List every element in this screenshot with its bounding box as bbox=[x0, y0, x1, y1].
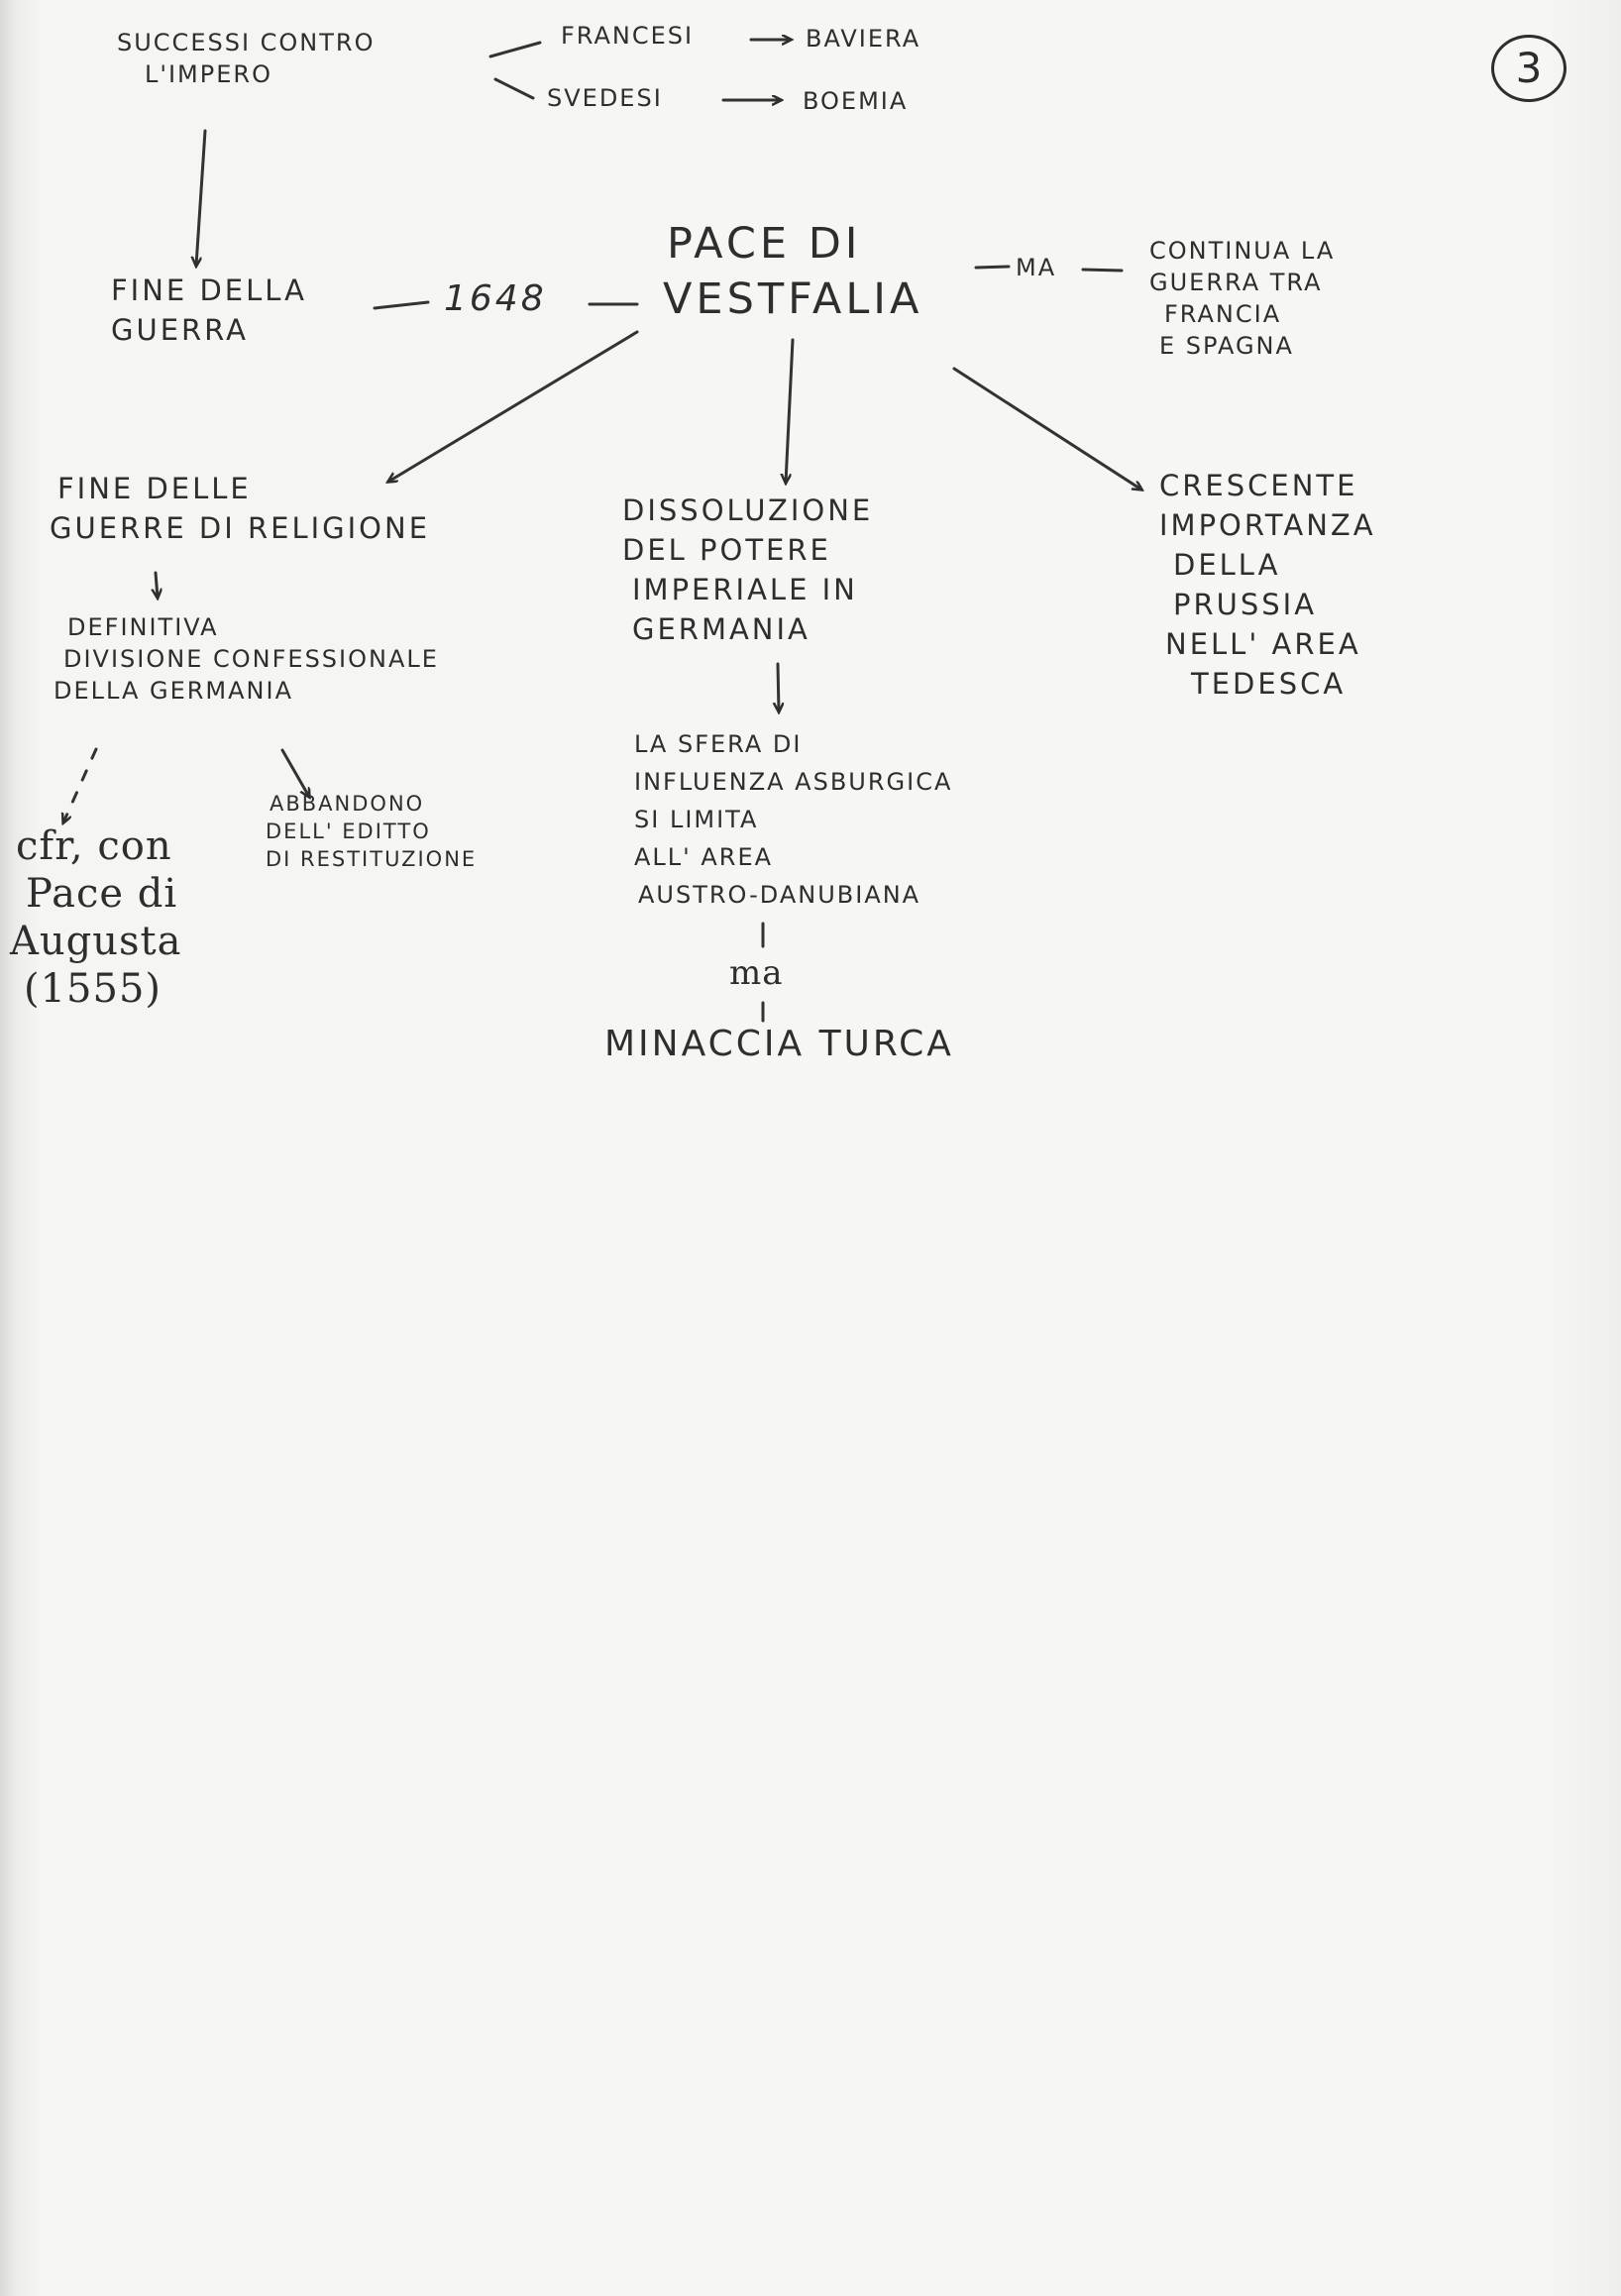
arrow-dissoluzione-sfera bbox=[778, 664, 779, 711]
node-line: GUERRA bbox=[111, 313, 249, 347]
node-pace-di-vestfalia bbox=[663, 216, 922, 327]
node-line: NELL' AREA bbox=[1165, 627, 1361, 661]
node-dissoluzione-potere bbox=[622, 491, 873, 649]
node-cfr-pace-augusta bbox=[10, 822, 181, 1013]
node-baviera: BAVIERA bbox=[806, 25, 921, 53]
node-line: AUSTRO-DANUBIANA bbox=[638, 881, 921, 909]
arrow-pace-crescente bbox=[954, 369, 1141, 490]
node-successi-contro-impero bbox=[117, 27, 375, 90]
node-year-1648: 1648 bbox=[444, 278, 547, 319]
node-line: DIVISIONE CONFESSIONALE bbox=[63, 645, 439, 673]
arrow-successi-fine-guerra bbox=[196, 131, 205, 266]
node-line: SI LIMITA bbox=[634, 806, 759, 833]
node-sfera-influenza bbox=[634, 725, 952, 914]
node-line: DELLA bbox=[1173, 548, 1281, 582]
node-francesi: FRANCESI bbox=[561, 22, 695, 50]
arrow-pace-fine-guerre bbox=[388, 332, 637, 482]
node-line: ALL' AREA bbox=[634, 843, 774, 871]
arrow-fine-guerre-definitiva bbox=[156, 573, 158, 598]
node-line: FRANCIA bbox=[1164, 300, 1282, 328]
node-line: DEFINITIVA bbox=[67, 613, 219, 641]
link-successi-francesi bbox=[490, 43, 540, 56]
node-line: DEL POTERE bbox=[622, 533, 831, 567]
node-line: FINE DELLA bbox=[111, 273, 307, 307]
node-line: L'IMPERO bbox=[145, 60, 272, 88]
node-ma-top: MA bbox=[1016, 254, 1057, 281]
page-number: 3 bbox=[1491, 35, 1567, 102]
node-svedesi: SVEDESI bbox=[547, 84, 663, 112]
dash-ma-continua bbox=[1083, 270, 1122, 271]
node-line: DELLA GERMANIA bbox=[54, 677, 293, 705]
node-line: FINE DELLE bbox=[57, 472, 252, 505]
node-line: cfr, con bbox=[16, 823, 172, 869]
node-continua-guerra bbox=[1149, 235, 1335, 362]
node-crescente-importanza bbox=[1159, 466, 1376, 704]
node-fine-della-guerra bbox=[111, 271, 307, 350]
arrow-definitiva-cfr bbox=[63, 749, 96, 822]
node-line: VESTFALIA bbox=[663, 274, 923, 324]
node-minaccia-turca: MINACCIA TURCA bbox=[604, 1024, 954, 1064]
node-line: GUERRE DI RELIGIONE bbox=[50, 511, 431, 545]
node-line: SUCCESSI CONTRO bbox=[117, 29, 376, 56]
node-abbandono-editto bbox=[266, 790, 477, 873]
dash-pace-ma bbox=[976, 267, 1009, 268]
node-line: INFLUENZA ASBURGICA bbox=[634, 768, 953, 796]
dash-fine-guerra-year bbox=[375, 302, 428, 308]
node-line: PACE DI bbox=[667, 219, 862, 269]
node-line: ABBANDONO bbox=[270, 792, 425, 816]
node-ma-bottom: ma bbox=[729, 953, 784, 993]
node-definitiva-divisione bbox=[54, 611, 439, 707]
node-line: DI RESTITUZIONE bbox=[266, 847, 478, 871]
node-line: IMPERIALE IN bbox=[632, 573, 858, 606]
node-line: Pace di bbox=[26, 871, 178, 917]
node-line: E SPAGNA bbox=[1159, 332, 1294, 360]
node-line: DELL' EDITTO bbox=[266, 820, 431, 843]
node-line: TEDESCA bbox=[1191, 667, 1347, 701]
arrow-pace-dissoluzione bbox=[786, 340, 793, 483]
node-line: CONTINUA LA bbox=[1149, 237, 1336, 265]
node-line: LA SFERA DI bbox=[634, 730, 803, 758]
node-line: (1555) bbox=[24, 966, 162, 1012]
node-line: Augusta bbox=[10, 919, 182, 964]
node-boemia: BOEMIA bbox=[803, 87, 909, 115]
node-line: IMPORTANZA bbox=[1159, 508, 1376, 542]
node-line: GUERRA TRA bbox=[1149, 269, 1323, 296]
node-line: CRESCENTE bbox=[1159, 469, 1358, 502]
node-line: PRUSSIA bbox=[1173, 588, 1318, 621]
node-line: DISSOLUZIONE bbox=[622, 493, 874, 527]
node-fine-guerre-religione bbox=[50, 469, 430, 548]
link-successi-svedesi bbox=[495, 79, 533, 98]
node-line: GERMANIA bbox=[632, 612, 810, 646]
